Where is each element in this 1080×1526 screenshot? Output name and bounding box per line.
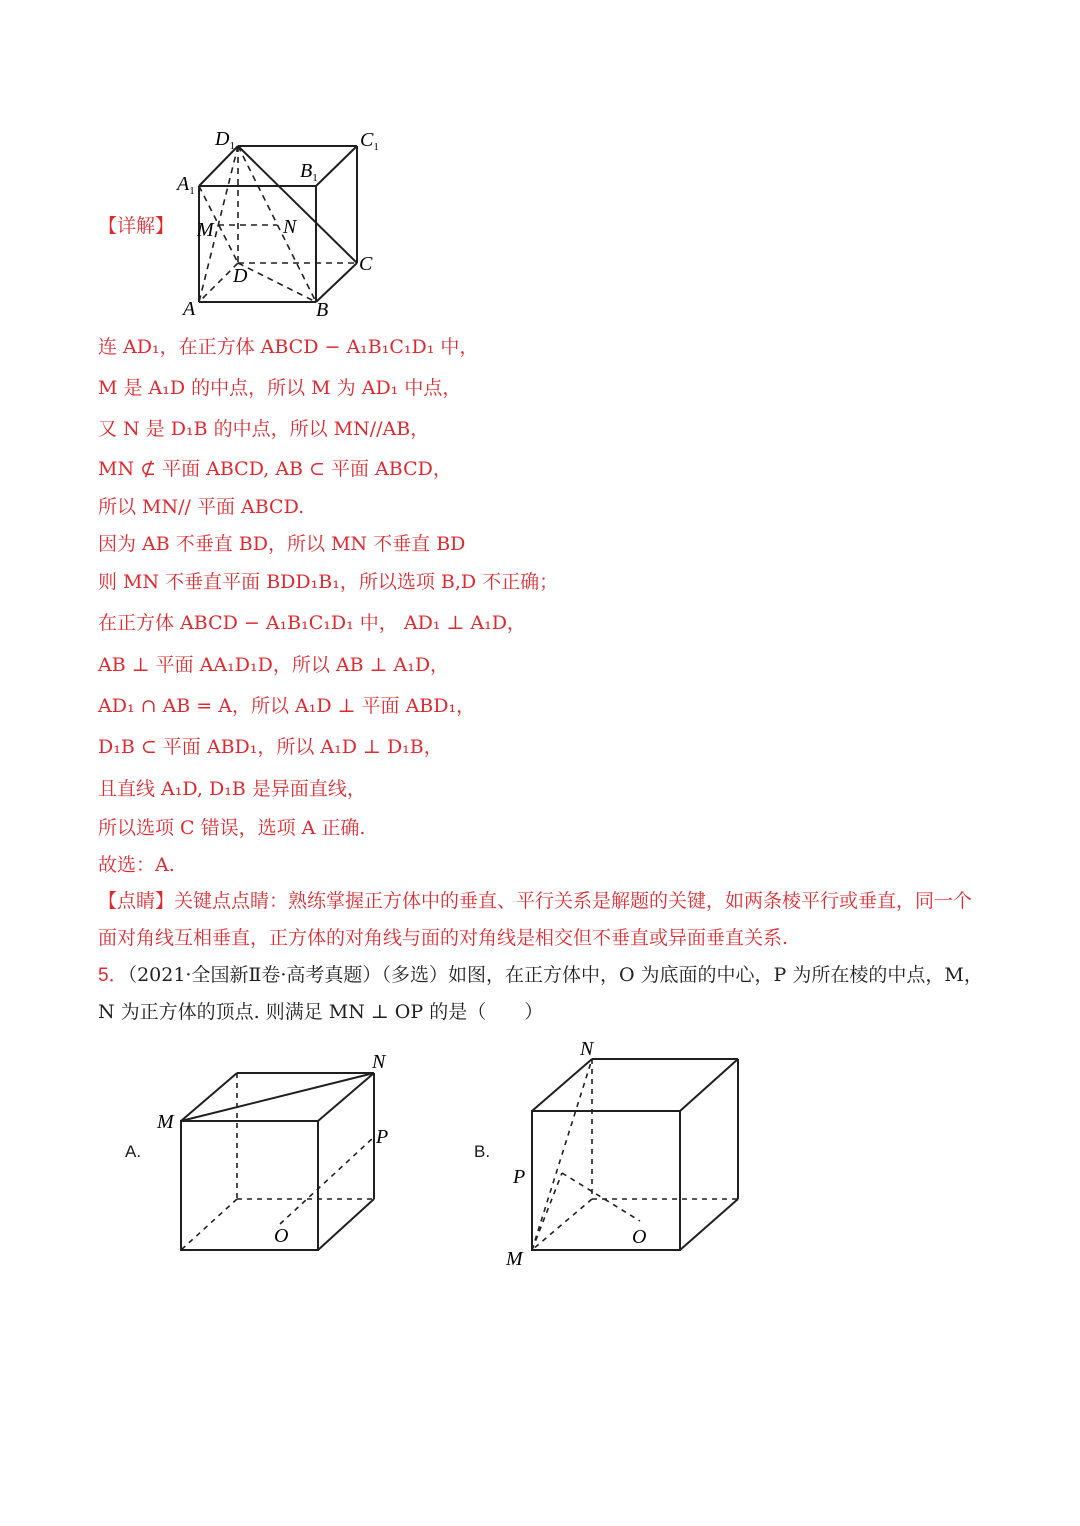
solution-line-1: 连 AD₁，在正方体 ABCD − A₁B₁C₁D₁ 中， bbox=[98, 336, 479, 358]
solution-line-13: 所以选项 C 错误，选项 A 正确. bbox=[98, 817, 366, 839]
option-b-cube bbox=[500, 1035, 750, 1270]
question-source: （2021·全国新Ⅱ卷·高考真题） bbox=[127, 964, 382, 986]
option-a-label: A. bbox=[125, 1142, 142, 1161]
label-n: N bbox=[283, 216, 297, 238]
option-b-label-o: O bbox=[632, 1226, 647, 1248]
label-d: D bbox=[233, 265, 248, 287]
option-b-label-m: M bbox=[506, 1248, 523, 1270]
detail-tag: 【详解】 bbox=[98, 215, 175, 237]
option-b-label-n: N bbox=[580, 1038, 594, 1060]
comment-text: 关键点点睛：熟练掌握正方体中的垂直、平行关系是解题的关键，如两条棱平行或垂直，同一个面对角线互相垂直，正方体的对角线与面的对角线是相交但不垂直或异面垂直关系. bbox=[98, 890, 973, 949]
solution-line-9: AB ⊥ 平面 AA₁D₁D，所以 AB ⊥ A₁D， bbox=[98, 654, 450, 676]
question-5 bbox=[98, 957, 988, 1031]
solution-line-2: M 是 A₁D 的中点，所以 M 为 AD₁ 中点， bbox=[98, 377, 462, 399]
comment-paragraph bbox=[98, 883, 988, 957]
solution-line-10: AD₁ ∩ AB = A，所以 A₁D ⊥ 平面 ABD₁， bbox=[98, 695, 476, 717]
comment-tag: 【点睛】 bbox=[98, 890, 175, 912]
solution-line-5: 所以 MN// 平面 ABCD. bbox=[98, 496, 305, 518]
question-number: 5． bbox=[98, 965, 128, 986]
solution-line-14: 故选：A. bbox=[98, 854, 175, 876]
label-a1: $A_1$ bbox=[177, 173, 195, 197]
label-c1: $C_1$ bbox=[360, 129, 379, 153]
label-a: A bbox=[183, 298, 196, 320]
option-a-label-m: M bbox=[157, 1111, 174, 1133]
solution-line-8: 在正方体 ABCD − A₁B₁C₁D₁ 中， AD₁ ⊥ A₁D， bbox=[98, 612, 526, 634]
label-c: C bbox=[359, 253, 373, 275]
option-a-label-o: O bbox=[274, 1225, 289, 1247]
solution-line-7: 则 MN 不垂直平面 BDD₁B₁，所以选项 B,D 不正确； bbox=[98, 571, 559, 593]
option-a-label-p: P bbox=[376, 1126, 389, 1148]
label-d1: $D_1$ bbox=[215, 128, 235, 152]
question-text: （多选）如图，在正方体中，O 为底面的中心，P 为所在棱的中点，M，N 为正方体的顶点. 则满足 MN ⊥ OP 的是（ ） bbox=[98, 964, 983, 1023]
label-m: M bbox=[197, 219, 214, 241]
solution-line-4: MN ⊄ 平面 ABCD, AB ⊂ 平面 ABCD， bbox=[98, 458, 452, 480]
label-b: B bbox=[316, 299, 329, 321]
solution-line-6: 因为 AB 不垂直 BD，所以 MN 不垂直 BD bbox=[98, 533, 466, 555]
option-a-cube bbox=[150, 1045, 400, 1255]
option-a-label-n: N bbox=[372, 1051, 386, 1073]
solution-line-12: 且直线 A₁D, D₁B 是异面直线， bbox=[98, 778, 366, 800]
label-b1: $B_1$ bbox=[300, 160, 318, 184]
option-b-label: B. bbox=[474, 1142, 491, 1161]
option-b-label-p: P bbox=[513, 1166, 526, 1188]
solution-line-11: D₁B ⊂ 平面 ABD₁，所以 A₁D ⊥ D₁B， bbox=[98, 736, 443, 758]
cube-figure-1 bbox=[170, 120, 410, 325]
solution-line-3: 又 N 是 D₁B 的中点，所以 MN//AB， bbox=[98, 418, 430, 440]
